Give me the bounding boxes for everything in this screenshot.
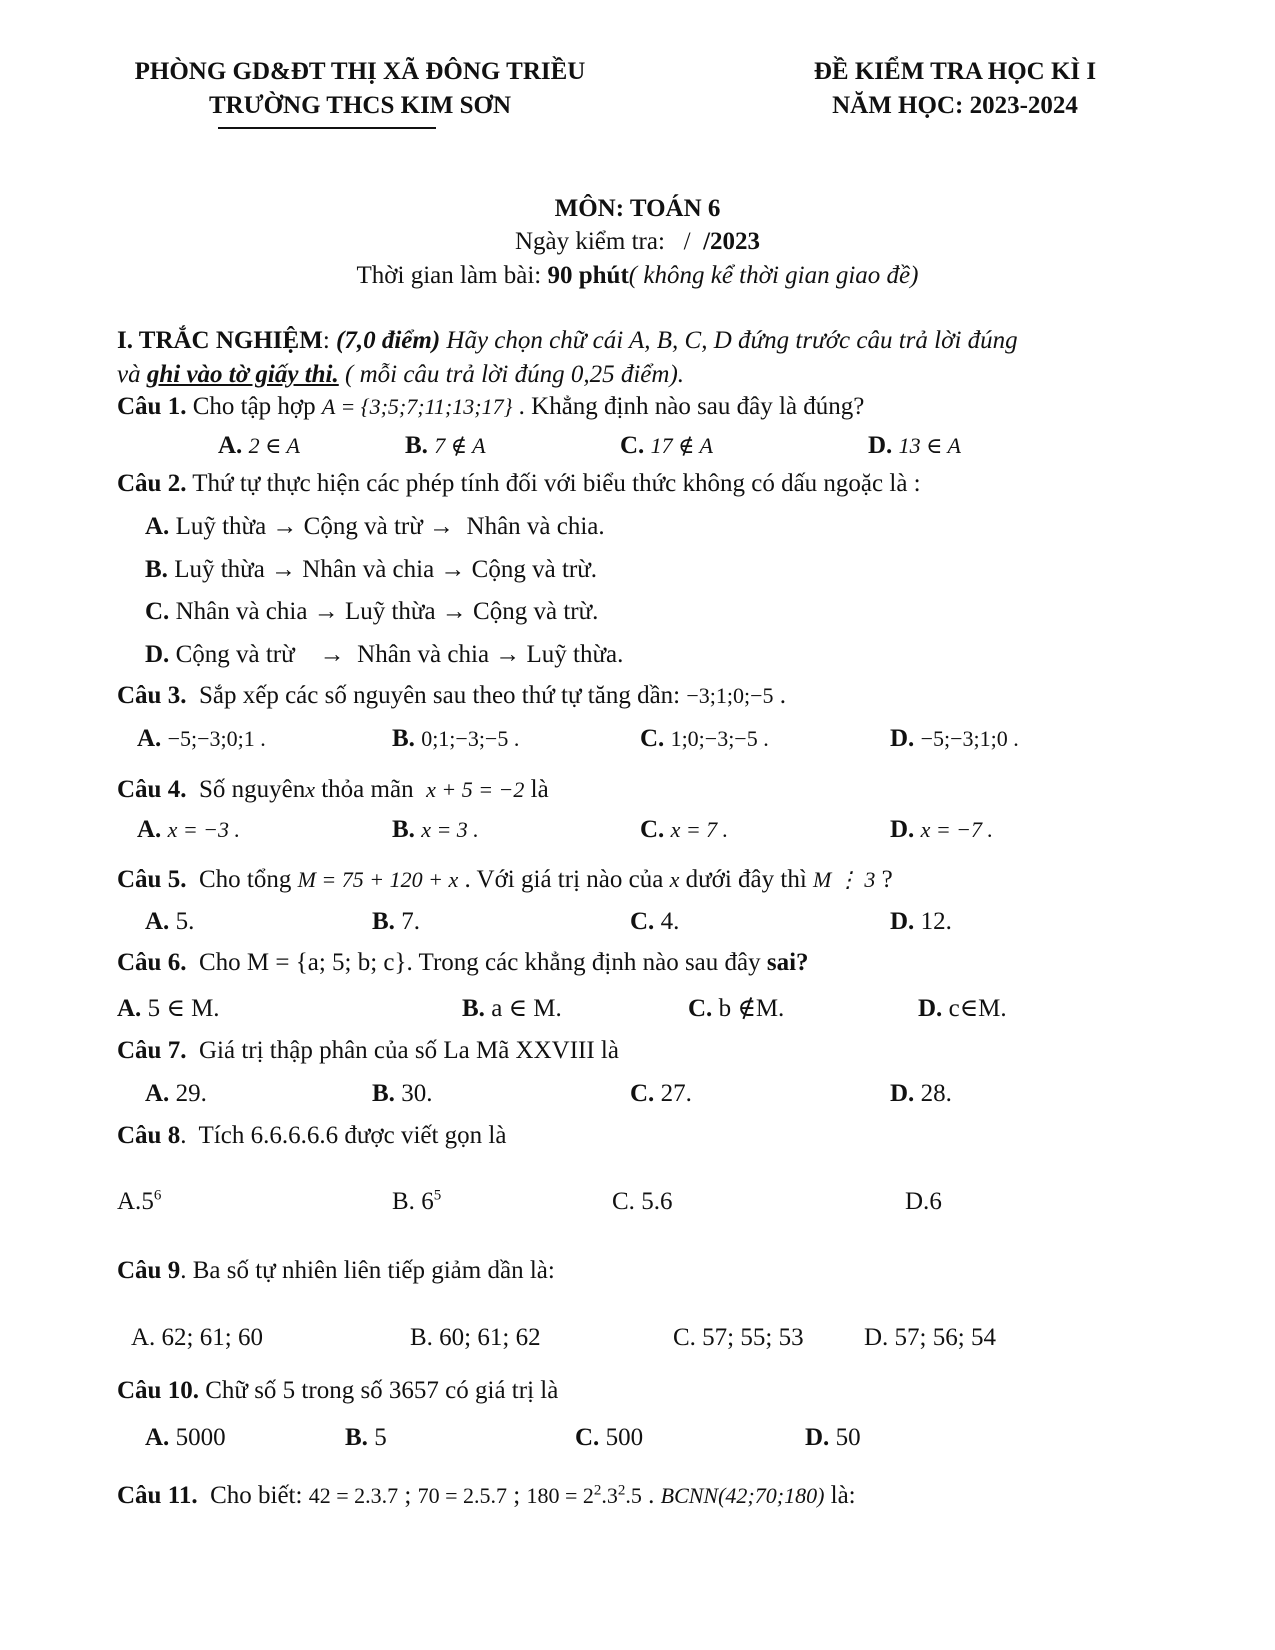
option-key: A.: [145, 513, 170, 540]
q3-option-d[interactable]: [890, 725, 1019, 753]
option-value: Luỹ thừa → Cộng và trừ → Nhân và chia.: [169, 513, 605, 540]
option-value: 2 ∈ A: [248, 433, 300, 458]
question-8: [117, 1122, 506, 1150]
q6-option-d[interactable]: [918, 993, 1007, 1023]
exam-time-value: 90 phút: [547, 262, 629, 289]
option-key: D.: [145, 641, 170, 668]
question-text: ?: [875, 866, 893, 893]
q7-option-a[interactable]: [145, 1080, 207, 1108]
question-label: Câu 11.: [117, 1482, 198, 1509]
q2-option-c[interactable]: [145, 598, 598, 626]
option-value: 5000: [169, 1424, 226, 1451]
question-text: Cho biết:: [197, 1482, 309, 1509]
question-label: Câu 5.: [117, 866, 187, 893]
header-right-line1: ĐỀ KIỂM TRA HỌC KÌ I: [813, 58, 1097, 85]
q9-option-b[interactable]: B. 60; 61; 62: [410, 1324, 541, 1351]
q2-option-a[interactable]: [145, 513, 605, 541]
option-base: 6: [421, 1188, 434, 1215]
question-text: Cho M = {a; 5; b; c}. Trong các khẳng định nào sau đây: [186, 949, 767, 976]
option-key: C.: [640, 816, 665, 843]
option-value: Nhân và chia → Luỹ thừa → Cộng và trừ.: [169, 598, 599, 625]
option-value: 27.: [654, 1080, 692, 1107]
option-key: C.: [688, 995, 713, 1022]
question-var: x: [669, 867, 680, 892]
option-value: 5.: [169, 908, 195, 935]
q5-option-c[interactable]: [630, 908, 679, 936]
option-key: A.: [218, 432, 243, 459]
q4-option-a[interactable]: [137, 816, 240, 844]
question-math: 42 = 2.3.7: [308, 1483, 399, 1508]
math-part: 180 = 2: [526, 1483, 594, 1508]
q6-option-b[interactable]: [462, 993, 562, 1023]
option-value: 13 ∈ A: [898, 433, 961, 458]
q9-option-d[interactable]: D. 57; 56; 54: [864, 1324, 996, 1351]
q7-option-b[interactable]: [372, 1080, 432, 1108]
option-key: A.: [117, 995, 142, 1022]
question-label: Câu 1.: [117, 393, 187, 420]
question-math: −3;1;0;−5: [686, 683, 774, 708]
section1-instruction-1: Hãy chọn chữ cái A, B, C, D đứng trước câu trả lời đúng: [440, 327, 1018, 354]
question-label: Câu 2.: [117, 470, 187, 497]
option-value: x = 3 .: [421, 817, 479, 842]
question-text: Thứ tự thực hiện các phép tính đối với biểu thức không có dấu ngoặc là :: [186, 470, 921, 497]
option-value: Cộng và trừ → Nhân và chia → Luỹ thừa.: [169, 641, 624, 668]
question-2: [117, 470, 921, 498]
question-text: .: [641, 1482, 661, 1509]
option-key: D.: [890, 725, 915, 752]
section1-instruction-2a: và: [117, 361, 147, 388]
question-math: [526, 1483, 641, 1508]
q10-option-b[interactable]: [345, 1424, 387, 1452]
option-key: A.: [145, 908, 170, 935]
question-var: x: [305, 777, 315, 802]
question-text: thỏa mãn: [314, 776, 427, 803]
question-text: Số nguyên: [186, 776, 306, 803]
q9-option-c[interactable]: C. 57; 55; 53: [673, 1324, 804, 1351]
question-text: dưới đây thì: [679, 866, 814, 893]
question-text: Giá trị thập phân của số La Mã XXVIII là: [186, 1037, 619, 1064]
question-math: 70 = 2.5.7: [417, 1483, 507, 1508]
option-value: 12.: [914, 908, 952, 935]
exam-time: [0, 262, 1275, 290]
option-value: −5;−3;0;1 .: [167, 726, 266, 751]
option-value: a ∈ M.: [484, 995, 562, 1022]
option-key: A.: [145, 1080, 170, 1107]
option-value: Luỹ thừa → Nhân và chia → Cộng và trừ.: [167, 556, 598, 583]
q1-option-a[interactable]: [218, 432, 300, 460]
question-emphasis: sai?: [766, 949, 809, 976]
q8-option-a[interactable]: [117, 1188, 161, 1216]
q5-option-b[interactable]: [372, 908, 420, 936]
option-key: C.: [630, 1080, 655, 1107]
math-exponent: 2: [617, 1482, 626, 1499]
option-key: B.: [392, 725, 415, 752]
question-label: Câu 4.: [117, 776, 187, 803]
question-math: x + 5 = −2: [426, 777, 525, 802]
option-key: C.: [575, 1424, 600, 1451]
section1-line2: [117, 361, 684, 389]
exam-date-label: Ngày kiểm tra: /: [514, 228, 704, 255]
option-base: 5.6: [641, 1188, 673, 1215]
question-label: Câu 8: [117, 1122, 181, 1149]
question-math: A = {3;5;7;11;13;17}: [321, 394, 513, 419]
q5-option-d[interactable]: [890, 908, 952, 936]
option-value: x = −7 .: [920, 817, 994, 842]
q8-option-b[interactable]: [392, 1188, 441, 1216]
option-key: A.: [137, 816, 162, 843]
q9-option-a[interactable]: A. 62; 61; 60: [131, 1324, 263, 1351]
question-label: Câu 10.: [117, 1377, 199, 1404]
math-part: .3: [601, 1483, 618, 1508]
question-text: . Ba số tự nhiên liên tiếp giảm dần là:: [180, 1257, 555, 1284]
option-value: 17 ∉ A: [650, 433, 713, 458]
option-base: 6: [929, 1188, 942, 1215]
option-value: 4.: [654, 908, 680, 935]
q4-option-c[interactable]: [640, 816, 728, 844]
option-key: B.: [145, 556, 168, 583]
question-text: . Khẳng định nào sau đây là đúng?: [512, 393, 865, 420]
option-value: 5: [367, 1424, 387, 1451]
question-label: Câu 7.: [117, 1037, 187, 1064]
option-value: 7.: [394, 908, 420, 935]
question-7: [117, 1037, 619, 1065]
question-math: M = 75 + 120 + x: [297, 867, 459, 892]
option-key: C.: [630, 908, 655, 935]
q2-option-b[interactable]: [145, 556, 597, 584]
question-3: [117, 682, 786, 710]
exam-date-year: /2023: [703, 228, 761, 255]
option-key: C.: [620, 432, 645, 459]
q8-option-d[interactable]: [905, 1188, 942, 1216]
option-key: C.: [612, 1188, 642, 1215]
exam-date: [0, 228, 1275, 256]
q1-option-c[interactable]: [620, 432, 713, 460]
question-text: . Với giá trị nào của: [458, 866, 670, 893]
option-value: −5;−3;1;0 .: [920, 726, 1019, 751]
q2-option-d[interactable]: [145, 641, 623, 669]
q6-option-a[interactable]: [117, 993, 220, 1023]
question-1: [117, 393, 864, 421]
option-value: x = 7 .: [670, 817, 729, 842]
question-11: [117, 1482, 856, 1510]
option-value: 30.: [394, 1080, 433, 1107]
option-key: B.: [392, 816, 415, 843]
question-label: Câu 3.: [117, 682, 187, 709]
option-value: 50: [829, 1424, 861, 1451]
question-text: .: [773, 682, 787, 709]
header-left-line2: TRƯỜNG THCS KIM SƠN: [208, 92, 512, 119]
option-key: B.: [372, 908, 395, 935]
header-right-line2: NĂM HỌC: 2023-2024: [832, 92, 1078, 119]
question-text: Sắp xếp các số nguyên sau theo thứ tự tăng dần:: [186, 682, 687, 709]
option-value: x = −3 .: [167, 817, 241, 842]
q3-option-c[interactable]: [640, 725, 769, 753]
option-value: 29.: [169, 1080, 207, 1107]
option-key: A.: [137, 725, 162, 752]
option-key: B.: [345, 1424, 368, 1451]
option-value: 28.: [914, 1080, 952, 1107]
option-key: C.: [640, 725, 665, 752]
exam-time-label: Thời gian làm bài:: [356, 262, 548, 289]
option-value: 0;1;−3;−5 .: [421, 726, 520, 751]
q4-option-b[interactable]: [392, 816, 479, 844]
question-10: [117, 1377, 558, 1405]
question-label: Câu 6.: [117, 949, 187, 976]
section1-colon: :: [322, 327, 337, 354]
option-key: D.: [905, 1188, 930, 1215]
option-value: c∈M.: [942, 995, 1007, 1022]
question-text: ;: [507, 1482, 527, 1509]
option-key: A.: [145, 1424, 170, 1451]
section1-instruction-2b: ghi vào tờ giấy thi.: [146, 361, 339, 388]
section1-heading: I. TRẮC NGHIỆM: [117, 327, 323, 354]
option-value: 1;0;−3;−5 .: [670, 726, 769, 751]
exam-time-note: ( không kể thời gian giao đề): [628, 262, 919, 289]
option-key: B.: [405, 432, 428, 459]
q3-option-a[interactable]: [137, 725, 266, 753]
exam-subject: MÔN: TOÁN 6: [554, 195, 721, 222]
option-value: 500: [599, 1424, 644, 1451]
q5-option-a[interactable]: [145, 908, 194, 936]
question-label: Câu 9: [117, 1257, 181, 1284]
option-key: D.: [805, 1424, 830, 1451]
option-key: A.: [117, 1188, 142, 1215]
option-key: B.: [392, 1188, 422, 1215]
option-key: D.: [918, 995, 943, 1022]
q10-option-a[interactable]: [145, 1424, 226, 1452]
q10-option-c[interactable]: [575, 1424, 643, 1452]
option-key: D.: [868, 432, 893, 459]
option-key: D.: [890, 1080, 915, 1107]
q7-option-d[interactable]: [890, 1080, 952, 1108]
option-exponent: 6: [153, 1187, 162, 1204]
option-key: D.: [890, 908, 915, 935]
option-key: D.: [890, 816, 915, 843]
question-text: Chữ số 5 trong số 3657 có giá trị là: [198, 1377, 559, 1404]
question-text: Cho tập hợp: [186, 393, 322, 420]
header-left-line1: PHÒNG GD&ĐT THỊ XÃ ĐÔNG TRIỀU: [134, 58, 586, 85]
section1-line1: [117, 327, 1018, 355]
section1-instruction-2c: ( mỗi câu trả lời đúng 0,25 điểm).: [338, 361, 685, 388]
q7-option-c[interactable]: [630, 1080, 692, 1108]
question-text: ;: [398, 1482, 418, 1509]
question-9: [117, 1257, 555, 1285]
question-text: là:: [824, 1482, 856, 1509]
question-5: [117, 866, 893, 894]
question-math: BCNN(42;70;180): [660, 1483, 825, 1508]
q6-option-c[interactable]: [688, 993, 784, 1023]
header-left-underline: [218, 127, 436, 129]
question-text: . Tích 6.6.6.6.6 được viết gọn là: [180, 1122, 507, 1149]
option-key: B.: [372, 1080, 395, 1107]
question-6: [117, 949, 809, 977]
q3-option-b[interactable]: [392, 725, 519, 753]
option-value: b ∉M.: [712, 995, 785, 1022]
question-4: [117, 776, 549, 804]
q1-option-d[interactable]: [868, 432, 961, 460]
option-value: 7 ∉ A: [434, 433, 486, 458]
option-exponent: 5: [433, 1187, 442, 1204]
section1-points: (7,0 điểm): [336, 327, 441, 354]
option-value: 5 ∈ M.: [141, 995, 220, 1022]
q8-option-c[interactable]: [612, 1188, 672, 1216]
math-exponent: 2: [593, 1482, 602, 1499]
option-base: 5: [141, 1188, 154, 1215]
question-text: Cho tổng: [186, 866, 298, 893]
q10-option-d[interactable]: [805, 1424, 861, 1452]
question-math: M ⋮ 3: [813, 867, 876, 892]
option-key: C.: [145, 598, 170, 625]
question-text: là: [524, 776, 549, 803]
math-part: .5: [625, 1483, 642, 1508]
q1-option-b[interactable]: [405, 432, 486, 460]
q4-option-d[interactable]: [890, 816, 993, 844]
option-key: B.: [462, 995, 485, 1022]
